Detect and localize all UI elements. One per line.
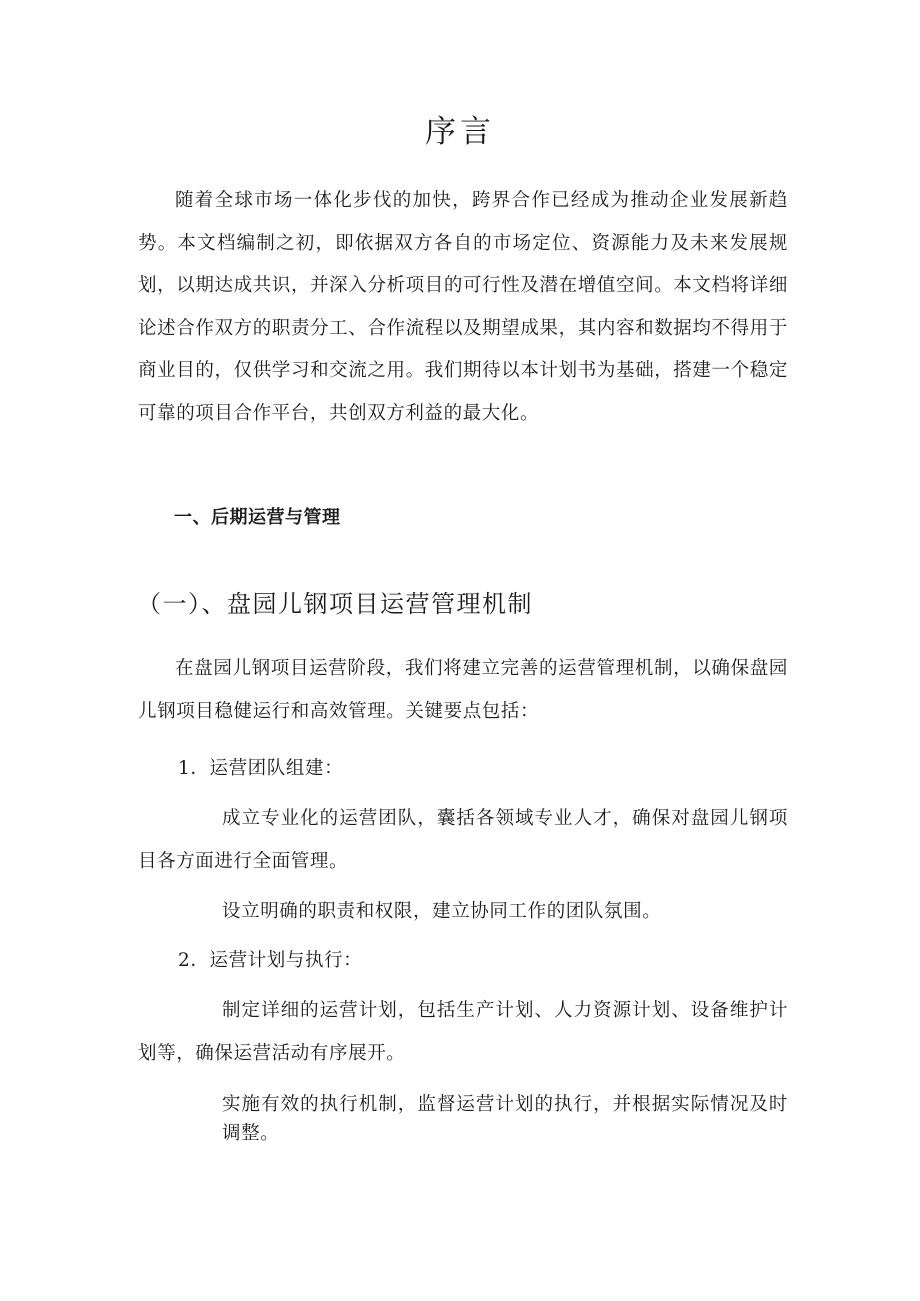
list-item-point: 实施有效的执行机制，监督运营计划的执行，并根据实际情况及时调整。 <box>222 1094 788 1144</box>
list-item-point: 成立专业化的运营团队，囊括各领域专业人才，确保对盘园儿钢项目各方面进行全面管理。 <box>138 808 788 872</box>
list-item-point: 制定详细的运营计划，包括生产计划、人力资源计划、设备维护计划等，确保运营活动有序展开。 <box>138 1000 788 1064</box>
subsection-heading: （一）、盘园儿钢项目运营管理机制 <box>137 590 533 618</box>
list-item-point: 设立明确的职责和权限，建立协同工作的团队氛围。 <box>222 901 662 922</box>
page-title: 序言 <box>425 114 495 150</box>
preface-paragraph: 随着全球市场一体化步伐的加快，跨界合作已经成为推动企业发展新趋势。本文档编制之初，即依据双方各自的市场定位、资源能力及未来发展规划，以期达成共识，并深入分析项目的可行性及潜在增值空间。本文档将详细论述合作双方的职责分工、合作流程以及期望成果，其内容和数据均不得用于商业目的，仅供学习和交流之用。我们期待以本计划书为基础，搭建一个稳定可靠的项目合作平台，共创双方利益的最大化。 <box>138 190 788 424</box>
section-heading: 一、后期运营与管理 <box>174 507 341 528</box>
list-item-label: 1．运营团队组建： <box>178 758 344 779</box>
list-item-label: 2．运营计划与执行： <box>178 950 363 971</box>
intro-paragraph: 在盘园儿钢项目运营阶段，我们将建立完善的运营管理机制，以确保盘园儿钢项目稳健运行和高效管理。关键要点包括： <box>138 658 788 722</box>
